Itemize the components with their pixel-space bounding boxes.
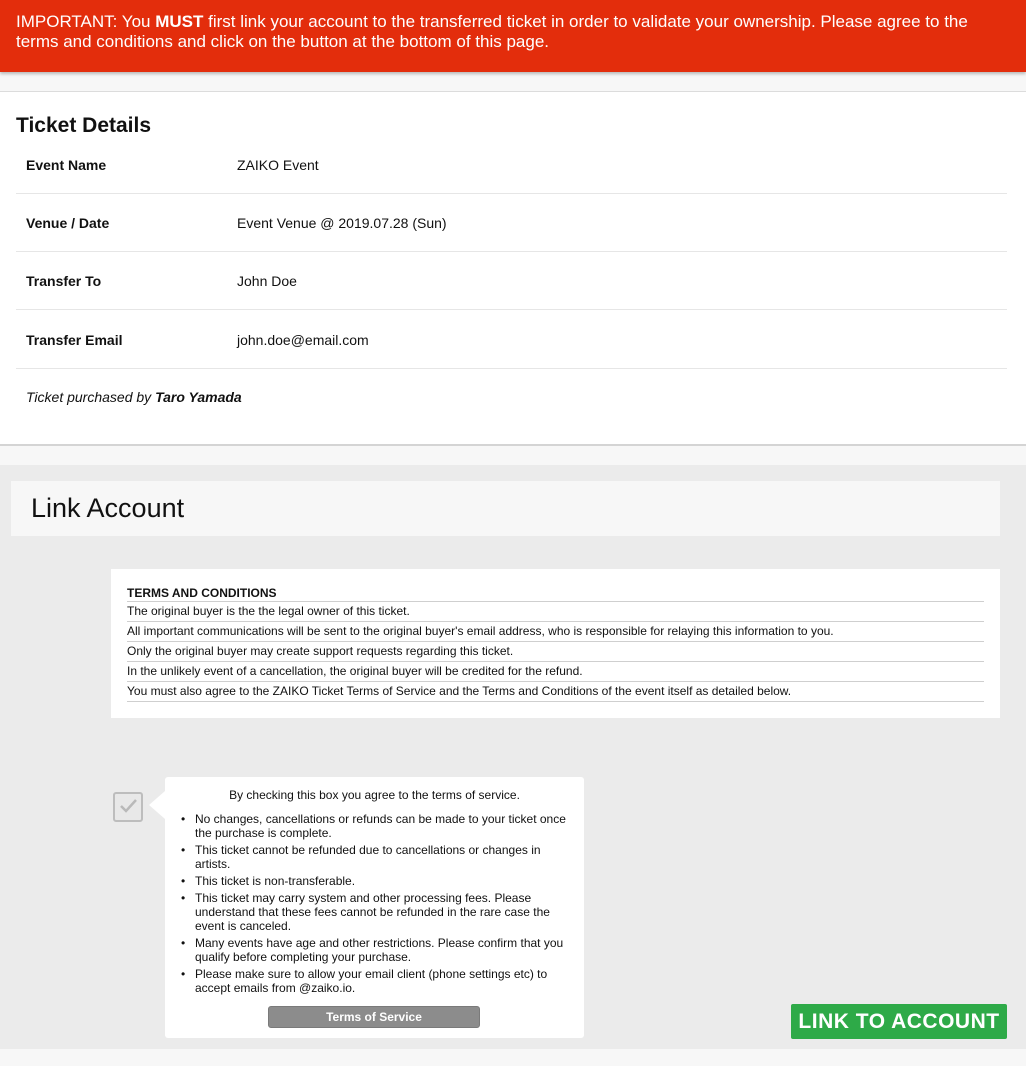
tos-item: • Many events have age and other restrictions. Please confirm that you qualify before completing your purchase. — [195, 936, 577, 964]
tos-list — [195, 812, 577, 998]
tos-item: • This ticket is non-transferable. — [195, 874, 577, 888]
alert-message: first link your account to the transferred ticket in order to validate your ownership. Please agree to the terms and conditions and click on the button at the bottom of this page. — [16, 12, 968, 51]
terms-line: In the unlikely event of a cancellation, the original buyer will be credited for the refund. — [127, 662, 984, 682]
detail-row-transfer-email — [16, 311, 1007, 369]
alert-emphasis: MUST — [155, 12, 204, 31]
terms-line: You must also agree to the ZAIKO Ticket Terms of Service and the Terms and Conditions of the event itself as detailed below. — [127, 682, 984, 702]
detail-row-venue-date — [16, 194, 1007, 252]
detail-row-transfer-to — [16, 252, 1007, 310]
detail-value: john.doe@email.com — [237, 332, 369, 348]
detail-value: Event Venue @ 2019.07.28 (Sun) — [237, 215, 447, 231]
tos-intro: By checking this box you agree to the terms of service. — [229, 788, 520, 802]
tos-item: • This ticket may carry system and other processing fees. Please understand that these fees cannot be refunded in the rare case the event is canceled. — [195, 891, 577, 933]
detail-value: John Doe — [237, 273, 297, 289]
ticket-details-panel — [0, 91, 1026, 446]
purchaser-note — [26, 389, 242, 405]
detail-label: Event Name — [26, 157, 107, 173]
terms-of-service-button[interactable]: Terms of Service — [268, 1006, 480, 1028]
terms-of-service-bubble — [165, 777, 584, 1038]
checkmark-icon — [117, 795, 139, 817]
detail-value: ZAIKO Event — [237, 157, 319, 173]
purchaser-name: Taro Yamada — [155, 389, 242, 405]
detail-label: Transfer Email — [26, 332, 123, 348]
alert-prefix: IMPORTANT: You — [16, 12, 156, 31]
link-account-title: Link Account — [11, 481, 1000, 536]
terms-line: All important communications will be sent to the original buyer's email address, who is responsible for relaying this information to you. — [127, 622, 984, 642]
link-account-section — [0, 465, 1026, 1049]
alert-banner — [0, 0, 1026, 72]
link-to-account-button[interactable]: LINK TO ACCOUNT — [791, 1004, 1007, 1039]
ticket-details-title: Ticket Details — [16, 114, 152, 137]
detail-row-event-name — [16, 136, 1007, 194]
purchaser-label: Ticket purchased by — [26, 389, 156, 405]
agree-checkbox[interactable] — [113, 792, 143, 822]
tos-item: • No changes, cancellations or refunds can be made to your ticket once the purchase is complete. — [195, 812, 577, 840]
detail-label: Transfer To — [26, 273, 102, 289]
tos-item: • This ticket cannot be refunded due to cancellations or changes in artists. — [195, 843, 577, 871]
terms-heading: TERMS AND CONDITIONS — [127, 585, 984, 602]
terms-and-conditions-box — [111, 569, 1000, 718]
detail-label: Venue / Date — [26, 215, 110, 231]
terms-line: Only the original buyer may create support requests regarding this ticket. — [127, 642, 984, 662]
terms-line: The original buyer is the the legal owner of this ticket. — [127, 602, 984, 622]
tos-item: • Please make sure to allow your email client (phone settings etc) to accept emails from @zaiko.io. — [195, 967, 577, 995]
